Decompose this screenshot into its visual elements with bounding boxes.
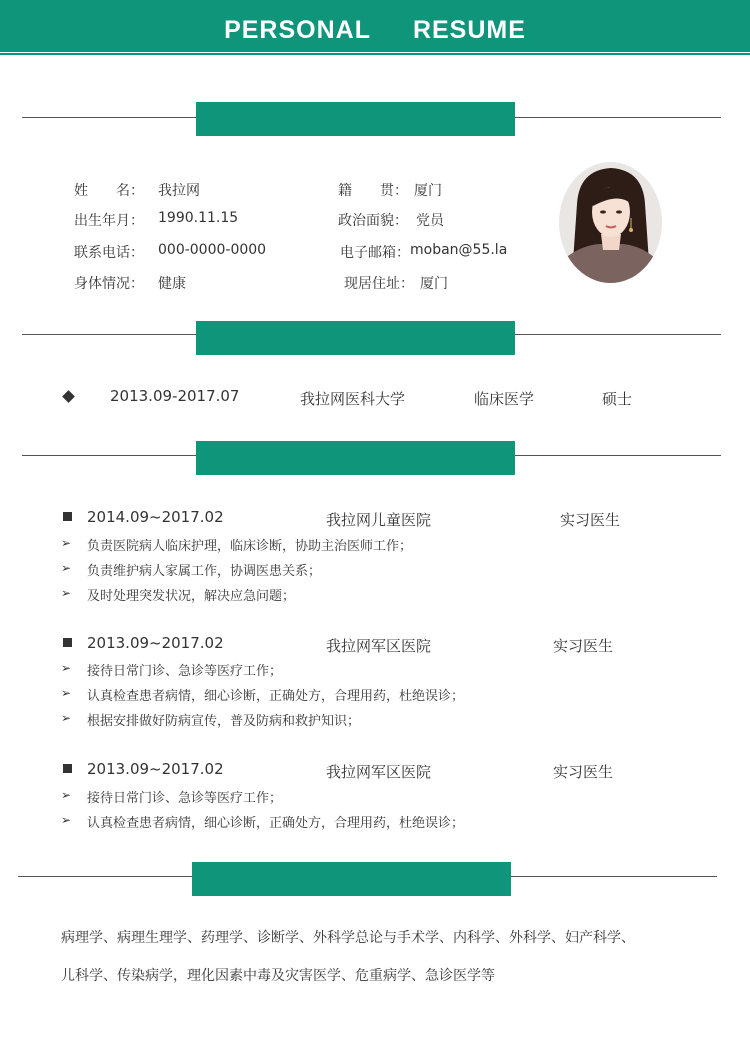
job-period: 2013.09~2017.02 — [87, 634, 224, 652]
profile-photo — [559, 162, 662, 283]
job-duty: 接待日常门诊、急诊等医疗工作； — [87, 791, 283, 806]
birth-value: 1990.11.15 — [158, 210, 239, 226]
job-organization: 我拉网儿童医院 — [326, 511, 432, 529]
birth-label: 出生年月： — [74, 213, 144, 229]
square-bullet-icon — [63, 512, 72, 521]
section-heading-education — [196, 321, 515, 355]
skills-line-1: 病理学、病理生理学、药理学、诊断学、外科学总论与手术学、内科学、外科学、妇产科学、 — [61, 930, 635, 946]
job-role: 实习医生 — [553, 763, 614, 781]
resume-title — [0, 0, 750, 52]
header-underline — [0, 53, 750, 55]
title-word-resume: RESUME — [412, 16, 526, 44]
name-label: 姓 名： — [74, 183, 144, 199]
arrow-bullet-icon: ➢ — [61, 813, 72, 827]
address-label: 现居住址： — [344, 276, 414, 292]
education-school: 我拉网医科大学 — [300, 390, 406, 408]
diamond-bullet-icon — [62, 390, 75, 403]
job-role: 实习医生 — [560, 511, 621, 529]
phone-label: 联系电话： — [74, 245, 144, 261]
phone-value: 000-0000-0000 — [158, 242, 267, 258]
politics-value: 党员 — [416, 213, 444, 229]
email-value: moban@55.la — [410, 242, 508, 258]
arrow-bullet-icon: ➢ — [61, 561, 72, 575]
arrow-bullet-icon: ➢ — [61, 586, 72, 600]
job-duty: 及时处理突发状况，解决应急问题； — [87, 589, 296, 604]
section-heading-skills — [192, 862, 511, 896]
job-role: 实习医生 — [553, 637, 614, 655]
native-place-label: 籍 贯： — [338, 183, 408, 199]
arrow-bullet-icon: ➢ — [61, 788, 72, 802]
section-heading-experience — [196, 441, 515, 475]
arrow-bullet-icon: ➢ — [61, 686, 72, 700]
job-duty: 认真检查患者病情，细心诊断，正确处方，合理用药，杜绝误诊； — [87, 689, 465, 704]
job-organization: 我拉网军区医院 — [326, 763, 432, 781]
education-degree: 硕士 — [602, 390, 633, 408]
job-period: 2013.09~2017.02 — [87, 760, 224, 778]
education-period: 2013.09-2017.07 — [110, 387, 240, 405]
health-value: 健康 — [158, 276, 186, 292]
square-bullet-icon — [63, 764, 72, 773]
title-word-personal: PERSONAL — [224, 16, 371, 44]
native-place-value: 厦门 — [414, 183, 442, 199]
arrow-bullet-icon: ➢ — [61, 711, 72, 725]
job-duty: 接待日常门诊、急诊等医疗工作； — [87, 664, 283, 679]
square-bullet-icon — [63, 638, 72, 647]
arrow-bullet-icon: ➢ — [61, 661, 72, 675]
job-duty: 根据安排做好防病宣传，普及防病和救护知识； — [87, 714, 361, 729]
job-duty: 负责维护病人家属工作，协调医患关系； — [87, 564, 322, 579]
email-label: 电子邮箱： — [340, 245, 410, 261]
arrow-bullet-icon: ➢ — [61, 536, 72, 550]
education-major: 临床医学 — [474, 390, 535, 408]
politics-label: 政治面貌： — [338, 213, 408, 229]
job-duty: 负责医院病人临床护理，临床诊断，协助主治医师工作； — [87, 539, 413, 554]
job-duty: 认真检查患者病情，细心诊断，正确处方，合理用药，杜绝误诊； — [87, 816, 465, 831]
skills-line-2: 儿科学、传染病学，理化因素中毒及灾害医学、危重病学、急诊医学等 — [61, 968, 495, 984]
health-label: 身体情况： — [74, 276, 144, 292]
job-period: 2014.09~2017.02 — [87, 508, 224, 526]
name-value: 我拉网 — [158, 183, 200, 199]
section-heading-basic — [196, 102, 515, 136]
address-value: 厦门 — [420, 276, 448, 292]
job-organization: 我拉网军区医院 — [326, 637, 432, 655]
